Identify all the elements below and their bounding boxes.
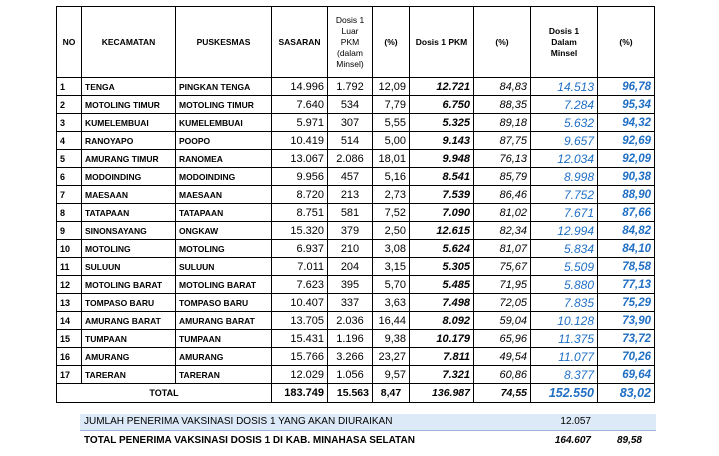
cell-luar-pkm: 337 xyxy=(328,294,373,312)
cell-kecamatan: SULUUN xyxy=(82,258,176,276)
cell-no: 10 xyxy=(57,240,82,258)
cell-pct-pkm: 82,34 xyxy=(474,222,531,240)
cell-sasaran: 5.971 xyxy=(272,114,328,132)
cell-dosis1-minsel: 10.128 xyxy=(531,312,598,330)
cell-puskesmas: TUMPAAN xyxy=(176,330,272,348)
total-pct-luar: 8,47 xyxy=(373,384,410,403)
cell-dosis1-pkm: 12.615 xyxy=(410,222,474,240)
table-row xyxy=(57,204,655,222)
cell-luar-pkm: 2.086 xyxy=(328,150,373,168)
footer-row-diuraikan xyxy=(80,414,656,430)
cell-luar-pkm: 210 xyxy=(328,240,373,258)
cell-dosis1-pkm: 5.325 xyxy=(410,114,474,132)
cell-dosis1-minsel: 11.077 xyxy=(531,348,598,366)
cell-pct-luar: 16,44 xyxy=(373,312,410,330)
cell-luar-pkm: 204 xyxy=(328,258,373,276)
cell-dosis1-pkm: 7.498 xyxy=(410,294,474,312)
cell-pct-minsel: 78,58 xyxy=(598,258,655,276)
total-luar: 15.563 xyxy=(328,384,373,403)
cell-pct-pkm: 76,13 xyxy=(474,150,531,168)
table-row xyxy=(57,114,655,132)
cell-pct-pkm: 65,96 xyxy=(474,330,531,348)
cell-puskesmas: RANOMEA xyxy=(176,150,272,168)
table-row xyxy=(57,276,655,294)
cell-sasaran: 10.407 xyxy=(272,294,328,312)
cell-sasaran: 6.937 xyxy=(272,240,328,258)
cell-luar-pkm: 1.792 xyxy=(328,78,373,96)
cell-pct-minsel: 87,66 xyxy=(598,204,655,222)
total-pct-pkm: 74,55 xyxy=(474,384,531,403)
cell-dosis1-pkm: 6.750 xyxy=(410,96,474,114)
cell-pct-pkm: 86,46 xyxy=(474,186,531,204)
cell-pct-luar: 5,16 xyxy=(373,168,410,186)
header-dosis1-luar-pkm xyxy=(328,7,373,78)
cell-sasaran: 13.705 xyxy=(272,312,328,330)
cell-puskesmas: KUMELEMBUAI xyxy=(176,114,272,132)
cell-kecamatan: TUMPAAN xyxy=(82,330,176,348)
cell-dosis1-minsel: 7.835 xyxy=(531,294,598,312)
header-minsel-line-2: Dalam xyxy=(551,36,577,47)
cell-pct-pkm: 71,95 xyxy=(474,276,531,294)
cell-puskesmas: TARERAN xyxy=(176,366,272,384)
cell-pct-pkm: 75,67 xyxy=(474,258,531,276)
cell-pct-luar: 3,15 xyxy=(373,258,410,276)
table-row xyxy=(57,168,655,186)
cell-no: 14 xyxy=(57,312,82,330)
cell-puskesmas: PINGKAN TENGA xyxy=(176,78,272,96)
cell-dosis1-minsel: 5.880 xyxy=(531,276,598,294)
cell-pct-minsel: 95,34 xyxy=(598,96,655,114)
total-sasaran: 183.749 xyxy=(272,384,328,403)
cell-dosis1-pkm: 8.541 xyxy=(410,168,474,186)
table-row xyxy=(57,96,655,114)
cell-sasaran: 8.720 xyxy=(272,186,328,204)
footer-row-total-kabupaten xyxy=(80,430,656,451)
cell-sasaran: 13.067 xyxy=(272,150,328,168)
cell-luar-pkm: 581 xyxy=(328,204,373,222)
cell-pct-minsel: 73,90 xyxy=(598,312,655,330)
table-row xyxy=(57,132,655,150)
table-row xyxy=(57,348,655,366)
cell-pct-pkm: 60,86 xyxy=(474,366,531,384)
cell-no: 11 xyxy=(57,258,82,276)
cell-dosis1-minsel: 7.671 xyxy=(531,204,598,222)
table-row xyxy=(57,186,655,204)
cell-luar-pkm: 213 xyxy=(328,186,373,204)
cell-no: 7 xyxy=(57,186,82,204)
cell-kecamatan: AMURANG TIMUR xyxy=(82,150,176,168)
cell-no: 13 xyxy=(57,294,82,312)
cell-puskesmas: ONGKAW xyxy=(176,222,272,240)
cell-sasaran: 15.431 xyxy=(272,330,328,348)
cell-dosis1-pkm: 7.811 xyxy=(410,348,474,366)
cell-kecamatan: MOTOLING TIMUR xyxy=(82,96,176,114)
cell-pct-minsel: 84,10 xyxy=(598,240,655,258)
cell-dosis1-pkm: 5.485 xyxy=(410,276,474,294)
cell-dosis1-minsel: 8.377 xyxy=(531,366,598,384)
cell-pct-luar: 5,00 xyxy=(373,132,410,150)
header-dosis1-dalam-minsel xyxy=(531,7,598,78)
cell-dosis1-minsel: 12.994 xyxy=(531,222,598,240)
cell-no: 5 xyxy=(57,150,82,168)
cell-kecamatan: TATAPAAN xyxy=(82,204,176,222)
total-pkm: 136.987 xyxy=(410,384,474,403)
cell-pct-luar: 23,27 xyxy=(373,348,410,366)
cell-pct-luar: 5,55 xyxy=(373,114,410,132)
cell-dosis1-minsel: 7.752 xyxy=(531,186,598,204)
cell-dosis1-minsel: 14.513 xyxy=(531,78,598,96)
header-luar-line-5: Minsel) xyxy=(336,58,364,69)
cell-luar-pkm: 1.056 xyxy=(328,366,373,384)
cell-sasaran: 8.751 xyxy=(272,204,328,222)
header-row xyxy=(57,7,655,78)
cell-sasaran: 10.419 xyxy=(272,132,328,150)
header-luar-line-1: Dosis 1 xyxy=(335,14,365,25)
cell-pct-luar: 2,73 xyxy=(373,186,410,204)
cell-pct-pkm: 49,54 xyxy=(474,348,531,366)
cell-dosis1-minsel: 8.998 xyxy=(531,168,598,186)
cell-pct-pkm: 88,35 xyxy=(474,96,531,114)
cell-dosis1-pkm: 8.092 xyxy=(410,312,474,330)
total-row xyxy=(57,384,655,403)
cell-puskesmas: AMURANG xyxy=(176,348,272,366)
cell-pct-minsel: 84,82 xyxy=(598,222,655,240)
header-no: NO xyxy=(57,7,82,78)
cell-pct-pkm: 89,18 xyxy=(474,114,531,132)
cell-sasaran: 12.029 xyxy=(272,366,328,384)
table-body xyxy=(57,78,655,384)
table-row xyxy=(57,312,655,330)
cell-pct-minsel: 92,69 xyxy=(598,132,655,150)
header-pct-luar: (%) xyxy=(373,7,410,78)
cell-dosis1-pkm: 7.090 xyxy=(410,204,474,222)
cell-pct-luar: 18,01 xyxy=(373,150,410,168)
cell-dosis1-pkm: 10.179 xyxy=(410,330,474,348)
cell-pct-luar: 2,50 xyxy=(373,222,410,240)
cell-pct-luar: 9,57 xyxy=(373,366,410,384)
cell-puskesmas: MODOINDING xyxy=(176,168,272,186)
table-row xyxy=(57,294,655,312)
cell-pct-minsel: 96,78 xyxy=(598,78,655,96)
cell-kecamatan: MODOINDING xyxy=(82,168,176,186)
cell-kecamatan: AMURANG xyxy=(82,348,176,366)
cell-no: 3 xyxy=(57,114,82,132)
cell-puskesmas: TOMPASO BARU xyxy=(176,294,272,312)
cell-no: 1 xyxy=(57,78,82,96)
cell-luar-pkm: 514 xyxy=(328,132,373,150)
table-row xyxy=(57,240,655,258)
cell-pct-luar: 7,79 xyxy=(373,96,410,114)
header-puskesmas: PUSKESMAS xyxy=(176,7,272,78)
cell-no: 6 xyxy=(57,168,82,186)
cell-dosis1-minsel: 9.657 xyxy=(531,132,598,150)
cell-dosis1-minsel: 7.284 xyxy=(531,96,598,114)
cell-pct-luar: 5,70 xyxy=(373,276,410,294)
cell-no: 17 xyxy=(57,366,82,384)
cell-dosis1-minsel: 5.632 xyxy=(531,114,598,132)
cell-pct-pkm: 87,75 xyxy=(474,132,531,150)
cell-puskesmas: AMURANG BARAT xyxy=(176,312,272,330)
cell-kecamatan: TOMPASO BARU xyxy=(82,294,176,312)
cell-puskesmas: MOTOLING TIMUR xyxy=(176,96,272,114)
cell-no: 9 xyxy=(57,222,82,240)
header-pct-minsel: (%) xyxy=(598,7,655,78)
header-luar-line-2: Luar xyxy=(341,25,359,36)
header-minsel-line-1: Dosis 1 xyxy=(548,25,580,36)
cell-dosis1-pkm: 9.948 xyxy=(410,150,474,168)
table-row xyxy=(57,222,655,240)
cell-pct-pkm: 59,04 xyxy=(474,312,531,330)
cell-sasaran: 15.320 xyxy=(272,222,328,240)
table-row xyxy=(57,330,655,348)
cell-pct-pkm: 81,07 xyxy=(474,240,531,258)
table-row xyxy=(57,258,655,276)
cell-no: 4 xyxy=(57,132,82,150)
cell-pct-minsel: 73,72 xyxy=(598,330,655,348)
cell-pct-pkm: 81,02 xyxy=(474,204,531,222)
cell-kecamatan: SINONSAYANG xyxy=(82,222,176,240)
total-pct-minsel: 83,02 xyxy=(598,384,655,403)
header-pct-pkm: (%) xyxy=(474,7,531,78)
cell-luar-pkm: 457 xyxy=(328,168,373,186)
cell-sasaran: 7.623 xyxy=(272,276,328,294)
cell-dosis1-pkm: 7.539 xyxy=(410,186,474,204)
cell-kecamatan: AMURANG BARAT xyxy=(82,312,176,330)
cell-pct-luar: 7,52 xyxy=(373,204,410,222)
footer-value-total-kabupaten: 164.607 xyxy=(554,435,591,446)
cell-pct-pkm: 85,79 xyxy=(474,168,531,186)
cell-pct-minsel: 75,29 xyxy=(598,294,655,312)
cell-sasaran: 7.011 xyxy=(272,258,328,276)
footer-label-diuraikan: JUMLAH PENERIMA VAKSINASI DOSIS 1 YANG AKAN DIURAIKAN xyxy=(84,416,393,427)
cell-sasaran: 15.766 xyxy=(272,348,328,366)
cell-dosis1-minsel: 5.509 xyxy=(531,258,598,276)
footer-pct-total-kabupaten: 89,58 xyxy=(616,435,642,446)
cell-pct-minsel: 90,38 xyxy=(598,168,655,186)
cell-pct-minsel: 92,09 xyxy=(598,150,655,168)
footer-value-diuraikan: 12.057 xyxy=(560,416,591,427)
table-row xyxy=(57,78,655,96)
cell-pct-minsel: 77,13 xyxy=(598,276,655,294)
cell-dosis1-pkm: 12.721 xyxy=(410,78,474,96)
cell-kecamatan: KUMELEMBUAI xyxy=(82,114,176,132)
cell-pct-pkm: 84,83 xyxy=(474,78,531,96)
header-dosis1-pkm: Dosis 1 PKM xyxy=(410,7,474,78)
cell-luar-pkm: 3.266 xyxy=(328,348,373,366)
cell-kecamatan: RANOYAPO xyxy=(82,132,176,150)
cell-dosis1-pkm: 9.143 xyxy=(410,132,474,150)
cell-sasaran: 7.640 xyxy=(272,96,328,114)
cell-dosis1-pkm: 5.305 xyxy=(410,258,474,276)
cell-dosis1-minsel: 12.034 xyxy=(531,150,598,168)
cell-pct-luar: 3,08 xyxy=(373,240,410,258)
cell-luar-pkm: 307 xyxy=(328,114,373,132)
cell-dosis1-pkm: 7.321 xyxy=(410,366,474,384)
footer-label-total-kabupaten: TOTAL PENERIMA VAKSINASI DOSIS 1 DI KAB. MINAHASA SELATAN xyxy=(84,435,415,446)
header-sasaran: SASARAN xyxy=(272,7,328,78)
header-kecamatan: KECAMATAN xyxy=(82,7,176,78)
cell-sasaran: 14.996 xyxy=(272,78,328,96)
cell-no: 8 xyxy=(57,204,82,222)
cell-luar-pkm: 2.036 xyxy=(328,312,373,330)
cell-kecamatan: TENGA xyxy=(82,78,176,96)
cell-puskesmas: MOTOLING BARAT xyxy=(176,276,272,294)
vaccination-table xyxy=(56,6,655,403)
cell-no: 2 xyxy=(57,96,82,114)
cell-puskesmas: SULUUN xyxy=(176,258,272,276)
table-row xyxy=(57,366,655,384)
cell-luar-pkm: 395 xyxy=(328,276,373,294)
cell-pct-minsel: 70,26 xyxy=(598,348,655,366)
cell-luar-pkm: 1.196 xyxy=(328,330,373,348)
summary-footer xyxy=(80,414,656,451)
cell-puskesmas: TATAPAAN xyxy=(176,204,272,222)
cell-puskesmas: MAESAAN xyxy=(176,186,272,204)
cell-puskesmas: MOTOLING xyxy=(176,240,272,258)
total-label: TOTAL xyxy=(57,384,272,403)
cell-pct-luar: 12,09 xyxy=(373,78,410,96)
cell-no: 15 xyxy=(57,330,82,348)
cell-dosis1-pkm: 5.624 xyxy=(410,240,474,258)
cell-kecamatan: MOTOLING xyxy=(82,240,176,258)
cell-pct-minsel: 69,64 xyxy=(598,366,655,384)
cell-luar-pkm: 379 xyxy=(328,222,373,240)
cell-no: 12 xyxy=(57,276,82,294)
header-minsel-line-3: Minsel xyxy=(550,47,578,58)
cell-dosis1-minsel: 5.834 xyxy=(531,240,598,258)
cell-kecamatan: MOTOLING BARAT xyxy=(82,276,176,294)
header-luar-line-4: (dalam xyxy=(337,47,363,58)
cell-pct-pkm: 72,05 xyxy=(474,294,531,312)
cell-kecamatan: MAESAAN xyxy=(82,186,176,204)
cell-sasaran: 9.956 xyxy=(272,168,328,186)
cell-pct-luar: 9,38 xyxy=(373,330,410,348)
total-minsel: 152.550 xyxy=(531,384,598,403)
cell-luar-pkm: 534 xyxy=(328,96,373,114)
cell-kecamatan: TARERAN xyxy=(82,366,176,384)
cell-no: 16 xyxy=(57,348,82,366)
header-luar-line-3: PKM xyxy=(340,36,360,47)
table-row xyxy=(57,150,655,168)
cell-dosis1-minsel: 11.375 xyxy=(531,330,598,348)
cell-pct-minsel: 88,90 xyxy=(598,186,655,204)
cell-pct-minsel: 94,32 xyxy=(598,114,655,132)
cell-pct-luar: 3,63 xyxy=(373,294,410,312)
cell-puskesmas: POOPO xyxy=(176,132,272,150)
